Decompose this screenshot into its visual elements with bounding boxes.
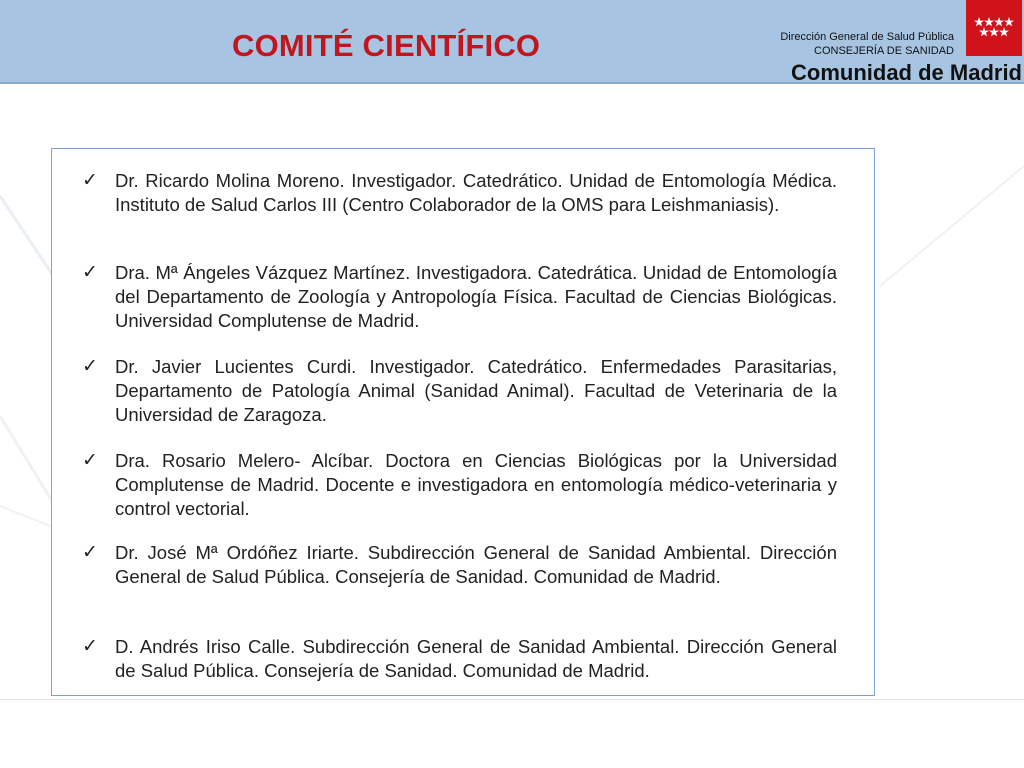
checkmark-icon: ✓ <box>82 169 98 191</box>
stars-icon <box>966 0 1022 56</box>
member-text: Dr. José Mª Ordóñez Iriarte. Subdirección General de Sanidad Ambiental. Dirección General de Salud Pública. Consejería de Sanidad. Comunidad de Madrid. <box>115 542 837 587</box>
list-item <box>82 541 837 589</box>
org-ministry: CONSEJERÍA DE SANIDAD <box>814 45 954 57</box>
committee-list <box>51 148 875 696</box>
checkmark-icon: ✓ <box>82 355 98 377</box>
member-text: Dra. Mª Ángeles Vázquez Martínez. Investigadora. Catedrática. Unidad de Entomología del Departamento de Zoología y Antropología Física. Facultad de Ciencias Biológicas. Universidad Complutense de Madrid. <box>115 262 837 331</box>
member-text: Dr. Ricardo Molina Moreno. Investigador. Catedrático. Unidad de Entomología Médica. Instituto de Salud Carlos III (Centro Colaborador de la OMS para Leishmaniasis). <box>115 170 837 215</box>
list-item <box>82 355 837 427</box>
page-title: COMITÉ CIENTÍFICO <box>232 28 541 63</box>
list-item <box>82 449 837 521</box>
org-name: Comunidad de Madrid <box>791 60 1022 85</box>
footer-divider <box>0 699 1024 700</box>
checkmark-icon: ✓ <box>82 261 98 283</box>
org-department: Dirección General de Salud Pública <box>780 31 954 43</box>
header-bar <box>0 0 1024 84</box>
member-text: Dra. Rosario Melero- Alcíbar. Doctora en Ciencias Biológicas por la Universidad Complutense de Madrid. Docente e investigadora en entomología médico-veterinaria y control vectorial. <box>115 450 837 519</box>
member-text: D. Andrés Iriso Calle. Subdirección General de Sanidad Ambiental. Dirección General de Salud Pública. Consejería de Sanidad. Comunidad de Madrid. <box>115 636 837 681</box>
checkmark-icon: ✓ <box>82 449 98 471</box>
list-item <box>82 635 837 683</box>
checkmark-icon: ✓ <box>82 635 98 657</box>
list-item <box>82 169 837 217</box>
checkmark-icon: ✓ <box>82 541 98 563</box>
member-text: Dr. Javier Lucientes Curdi. Investigador. Catedrático. Enfermedades Parasitarias, Departamento de Patología Animal (Sanidad Animal). Facultad de Veterinaria de la Universidad de Zaragoza. <box>115 356 837 425</box>
madrid-flag-logo <box>966 0 1022 56</box>
list-item <box>82 261 837 333</box>
